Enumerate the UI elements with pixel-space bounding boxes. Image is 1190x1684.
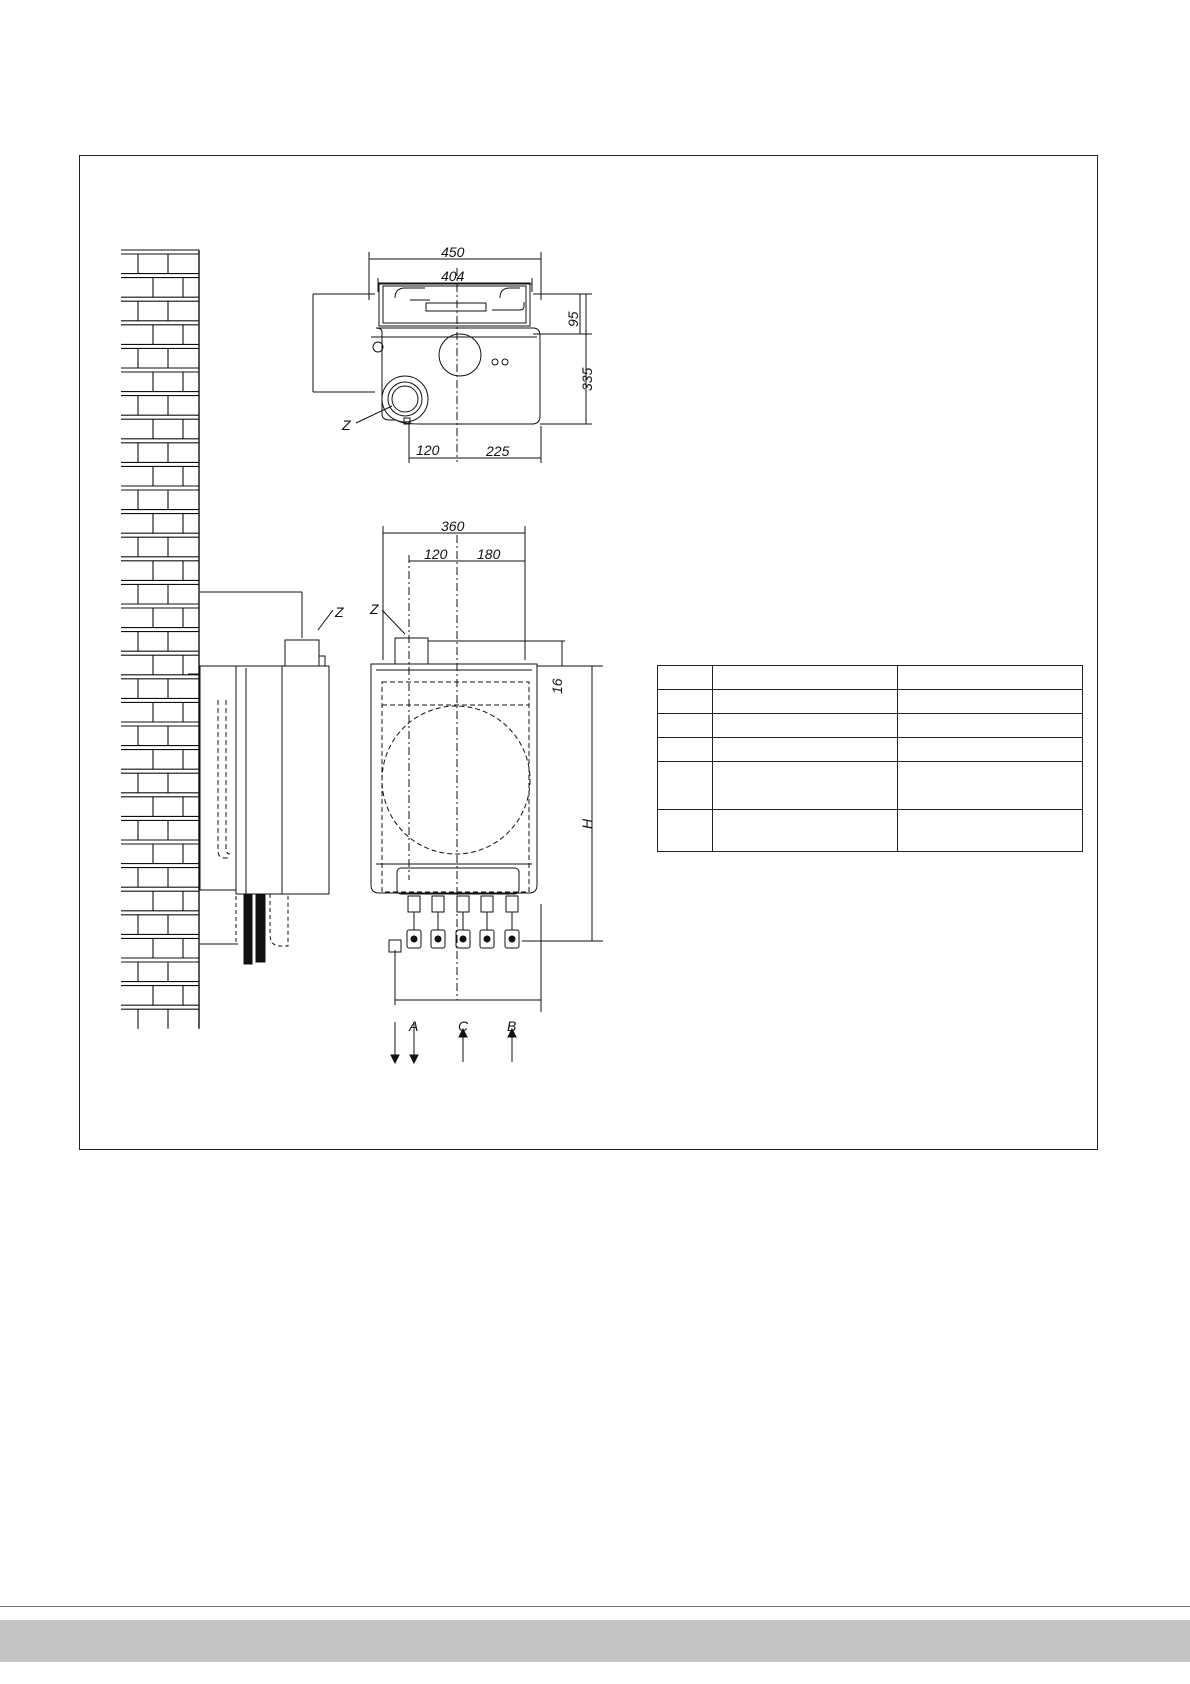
footer-rule bbox=[0, 1606, 1190, 1607]
table-cell bbox=[897, 762, 1082, 810]
front-view bbox=[371, 526, 603, 1063]
connection-a: A bbox=[409, 1018, 419, 1034]
pipe-fitting bbox=[506, 896, 518, 912]
dim-180: 180 bbox=[477, 546, 501, 562]
side-body-rear bbox=[236, 666, 282, 894]
label-z-front: Z bbox=[370, 601, 379, 617]
front-flue bbox=[395, 638, 428, 664]
flue-outlet bbox=[382, 376, 428, 422]
table-row bbox=[658, 762, 1083, 810]
air-inlet bbox=[439, 334, 481, 376]
dim-95: 95 bbox=[565, 311, 581, 327]
side-pipe bbox=[256, 894, 265, 962]
table-cell bbox=[897, 666, 1082, 690]
table-row bbox=[658, 738, 1083, 762]
connection-b: B bbox=[507, 1018, 517, 1034]
table-row bbox=[658, 714, 1083, 738]
pipe-fitting bbox=[481, 896, 493, 912]
table-cell bbox=[897, 690, 1082, 714]
table-cell bbox=[713, 666, 897, 690]
table-cell bbox=[658, 690, 713, 714]
table-cell bbox=[713, 690, 897, 714]
spec-table bbox=[657, 665, 1083, 852]
dim-404: 404 bbox=[441, 268, 465, 284]
pipe-fitting bbox=[408, 896, 420, 912]
table-row bbox=[658, 666, 1083, 690]
pipe-fitting bbox=[432, 896, 444, 912]
label-z-top: Z bbox=[342, 417, 351, 433]
label-z-side: Z bbox=[335, 604, 344, 620]
side-body-front bbox=[282, 666, 329, 894]
table-row bbox=[658, 690, 1083, 714]
brick-wall bbox=[121, 250, 199, 1029]
table-cell bbox=[658, 738, 713, 762]
table-cell bbox=[713, 714, 897, 738]
heat-exchanger bbox=[382, 706, 530, 854]
dim-120-front: 120 bbox=[424, 546, 448, 562]
table-cell bbox=[897, 738, 1082, 762]
boiler-front-outline bbox=[371, 664, 537, 893]
dim-h: H bbox=[579, 818, 595, 829]
side-mount bbox=[200, 666, 236, 890]
wall-bracket bbox=[379, 283, 530, 326]
table-row bbox=[658, 810, 1083, 852]
table-cell bbox=[713, 810, 897, 852]
dim-120-top: 120 bbox=[416, 442, 440, 458]
dim-450: 450 bbox=[441, 244, 465, 260]
side-flue bbox=[285, 640, 319, 666]
table-cell bbox=[658, 714, 713, 738]
table-cell bbox=[658, 810, 713, 852]
dim-16: 16 bbox=[549, 678, 565, 694]
table-cell bbox=[713, 762, 897, 810]
side-view bbox=[188, 592, 333, 964]
footer-bar bbox=[0, 1620, 1190, 1662]
side-pipe bbox=[244, 894, 252, 964]
table-cell bbox=[658, 666, 713, 690]
table-cell bbox=[897, 810, 1082, 852]
dim-360: 360 bbox=[441, 518, 465, 534]
dim-335: 335 bbox=[579, 367, 595, 391]
table-cell bbox=[658, 762, 713, 810]
table-cell bbox=[897, 714, 1082, 738]
table-cell bbox=[713, 738, 897, 762]
pipe-fitting bbox=[457, 896, 469, 912]
dim-225: 225 bbox=[486, 443, 510, 459]
connection-c: C bbox=[458, 1018, 469, 1034]
